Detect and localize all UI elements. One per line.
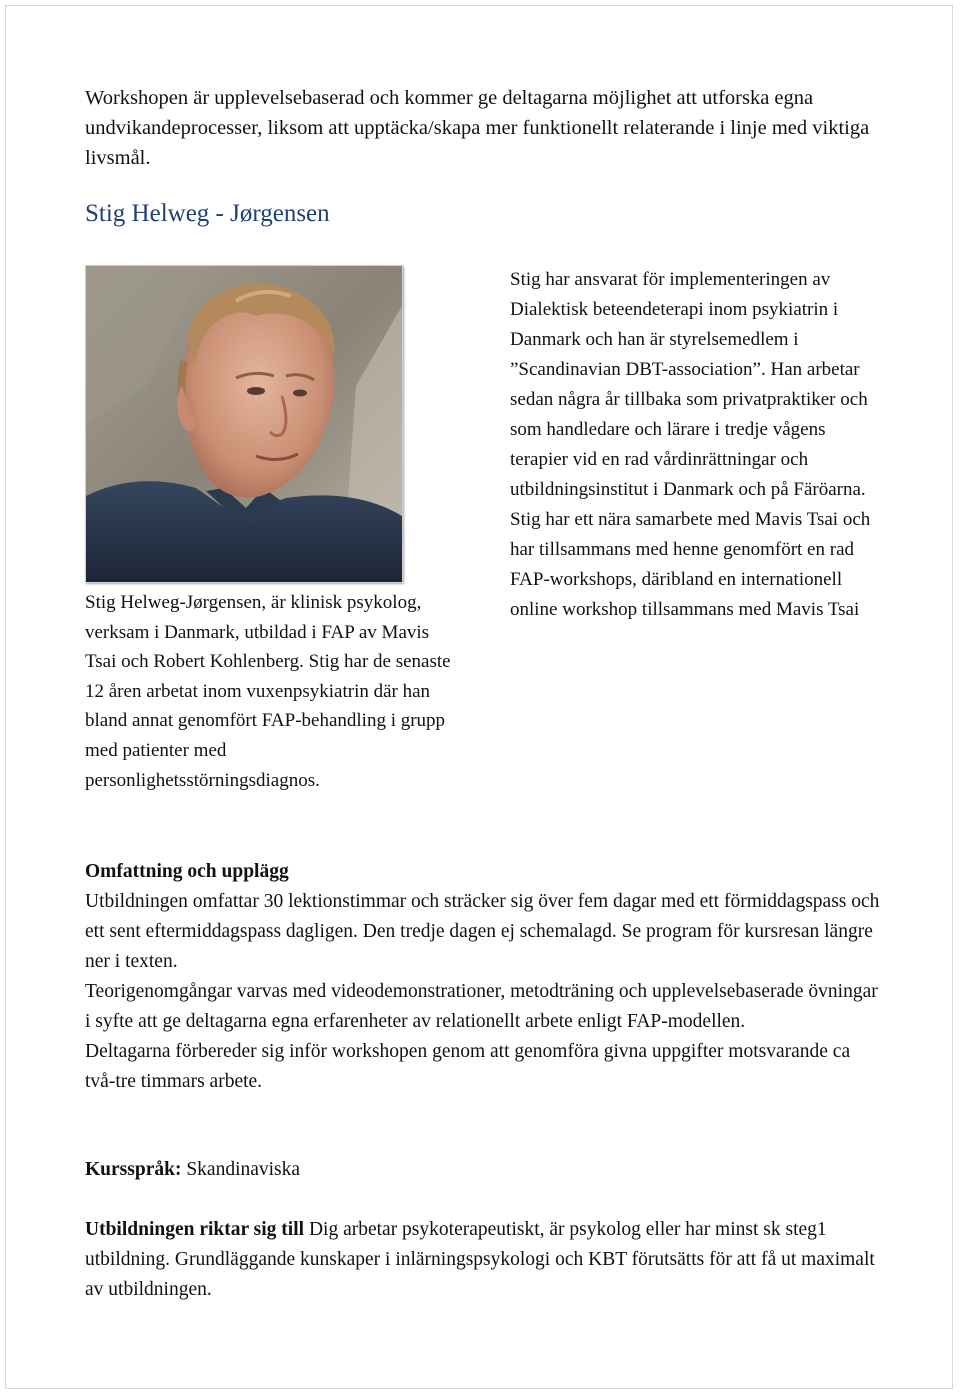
scope-heading: Omfattning och upplägg <box>85 861 289 882</box>
language-value: Skandinaviska <box>181 1159 301 1180</box>
bio-paragraph-1: Stig har ansvarat för implementeringen av Dialektisk beteendeterapi inom psykiatrin i Danmark och han är styrelsemedlem i ”Scandinavian DBT-association”. Han arbetar sedan några år tillbaka som privatpraktiker och som handledare och lärare i tredje vågens terapier vid en rad vårdinrättningar och utbildningsinstitut i Danmark och på Färöarna. <box>510 269 868 500</box>
audience-section <box>85 1215 885 1305</box>
audience-value: Dig arbetar psykoterapeutiskt, är psykolog eller har minst sk steg1 utbildning. Grundläggande kunskaper i inlärningspsykologi och KBT förutsätts för att få ut maximalt av utbildningen. <box>85 1219 875 1300</box>
scope-section <box>85 857 885 1097</box>
presenter-photo <box>85 265 403 583</box>
presenter-heading: Stig Helweg - Jørgensen <box>85 200 330 227</box>
language-label: Kursspråk: <box>85 1159 182 1180</box>
audience-label: Utbildningen riktar sig till <box>85 1219 305 1240</box>
intro-paragraph: Workshopen är upplevelsebaserad och kommer ge deltagarna möjlighet att utforska egna undvikandeprocesser, liksom att upptäcka/skapa mer funktionellt relaterande i linje med viktiga livsmål. <box>85 87 870 169</box>
language-section <box>85 1155 885 1185</box>
bio-paragraph-2: Stig har ett nära samarbete med Mavis Tsai och har tillsammans med henne genomfört en rad FAP-workshops, däribland en internationell online workshop tillsammans med Mavis Tsai <box>510 509 871 620</box>
presenter-caption: Stig Helweg-Jørgensen, är klinisk psykolog, verksam i Danmark, utbildad i FAP av Mavis Tsai och Robert Kohlenberg. Stig har de senaste 12 åren arbetat inom vuxenpsykiatrin där han bland annat genomfört FAP-behandling i grupp med patienter med personlighetsstörningsdiagnos. <box>85 592 451 791</box>
presenter-bio <box>510 265 880 625</box>
scope-paragraph-3: Deltagarna förbereder sig inför workshopen genom att genomföra givna uppgifter motsvarande ca två-tre timmars arbete. <box>85 1041 851 1092</box>
scope-paragraph-1: Utbildningen omfattar 30 lektionstimmar och sträcker sig över fem dagar med ett förmiddagspass och ett sent eftermiddagspass dagligen. Den tredje dagen ej schemalagd. Se program för kursresan längre ner i texten. <box>85 891 880 972</box>
scope-paragraph-2: Teorigenomgångar varvas med videodemonstrationer, metodträning och upplevelsebaserade övningar i syfte att ge deltagarna egna erfarenheter av relationellt arbete enligt FAP-modellen. <box>85 981 878 1032</box>
